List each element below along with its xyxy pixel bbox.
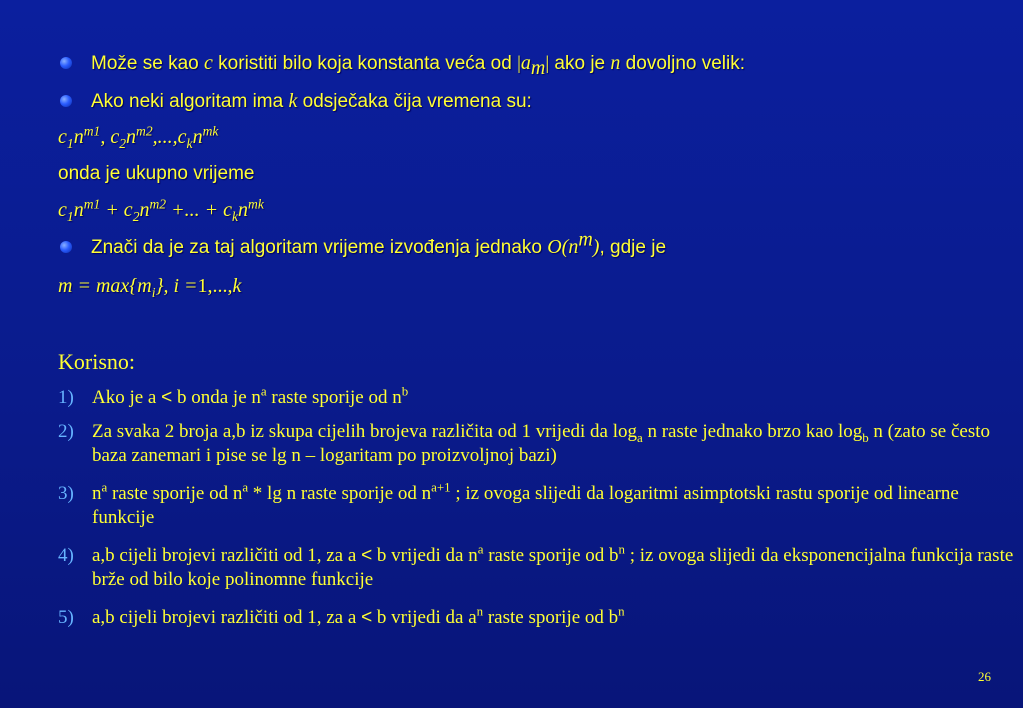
item-number: 1): [58, 387, 74, 408]
page-number: 26: [978, 669, 991, 684]
text: , gdje je: [599, 237, 667, 258]
list-item: Za svaka 2 broja a,b iz skupa cijelih brojeva različita od 1 vrijedi da $\log_a n$ raste jednako brzo kao $\log_b n$ (zato se često baza zanemari i pise se lg n – logaritam po proizvoljnoj bazi): [92, 421, 991, 466]
text: Znači da je za taj algoritam vrijeme izvođenja jednako: [91, 237, 548, 258]
var-a: a: [520, 52, 531, 74]
abs-bar: |: [545, 53, 550, 74]
text: odsječaka čija vremena su:: [297, 91, 532, 112]
formula-times: $c_1n^{m1}$, $c_2n^{m2},...,c_kn^{mk}$: [58, 123, 219, 151]
abs-bar: |: [517, 53, 521, 74]
formula-sum: $c_1n^{m1} + c_2n^{m2}$ +... + $c_kn^{mk}$: [58, 196, 264, 224]
text: ako je: [549, 53, 611, 74]
var-n: n: [610, 52, 621, 74]
big-o-close: ): [592, 236, 600, 258]
text: koristiti bilo koja konstanta veća od: [212, 53, 518, 74]
formula-max: $m = \max\{m_i\}$, i =1,...,k: [58, 275, 242, 300]
list-item: a,b cijeli brojevi različiti od 1, za a < b vrijedi da $n^a$ raste sporije od $b^n$ ; iz ovoga slijedi da eksponencijalna funkcija raste brže od bilo koje polinomne funkcije: [92, 541, 1014, 590]
text-onda: onda je ukupno vrijeme: [58, 163, 255, 184]
bullet-3: [91, 228, 667, 259]
bullet-dot-icon: [60, 95, 72, 107]
list-item: $n^a$ raste sporije od $n^a$ * lg n raste sporije od $n^{a+1}$ ; iz ovoga slijedi da logaritmi asimptotski rastu sporije od linearne funkcije: [92, 479, 959, 528]
bullet-dot-icon: [60, 57, 72, 69]
text: dovoljno velik:: [620, 53, 746, 74]
item-number: 5): [58, 607, 74, 628]
section-title: Korisno:: [58, 349, 135, 374]
sup-m: m: [578, 228, 593, 251]
var-k: k: [288, 90, 298, 112]
var-c: c: [204, 52, 213, 74]
text: Može se kao: [91, 53, 204, 74]
item-number: 2): [58, 421, 74, 442]
item-number: 4): [58, 545, 74, 566]
sub-m: m: [530, 56, 546, 79]
bullet-dot-icon: [60, 241, 72, 253]
big-o: O(n: [547, 236, 579, 258]
text: Ako neki algoritam ima: [91, 91, 289, 112]
bullet-1: [91, 52, 746, 79]
bullet-2: [91, 90, 532, 113]
item-number: 3): [58, 483, 74, 504]
list-item: a,b cijeli brojevi različiti od 1, za a < b vrijedi da $a^n$ raste sporije od $b^n$: [92, 603, 625, 628]
list-item: Ako je a < b onda je $n^a$ raste sporije od $n^b$: [92, 383, 409, 408]
